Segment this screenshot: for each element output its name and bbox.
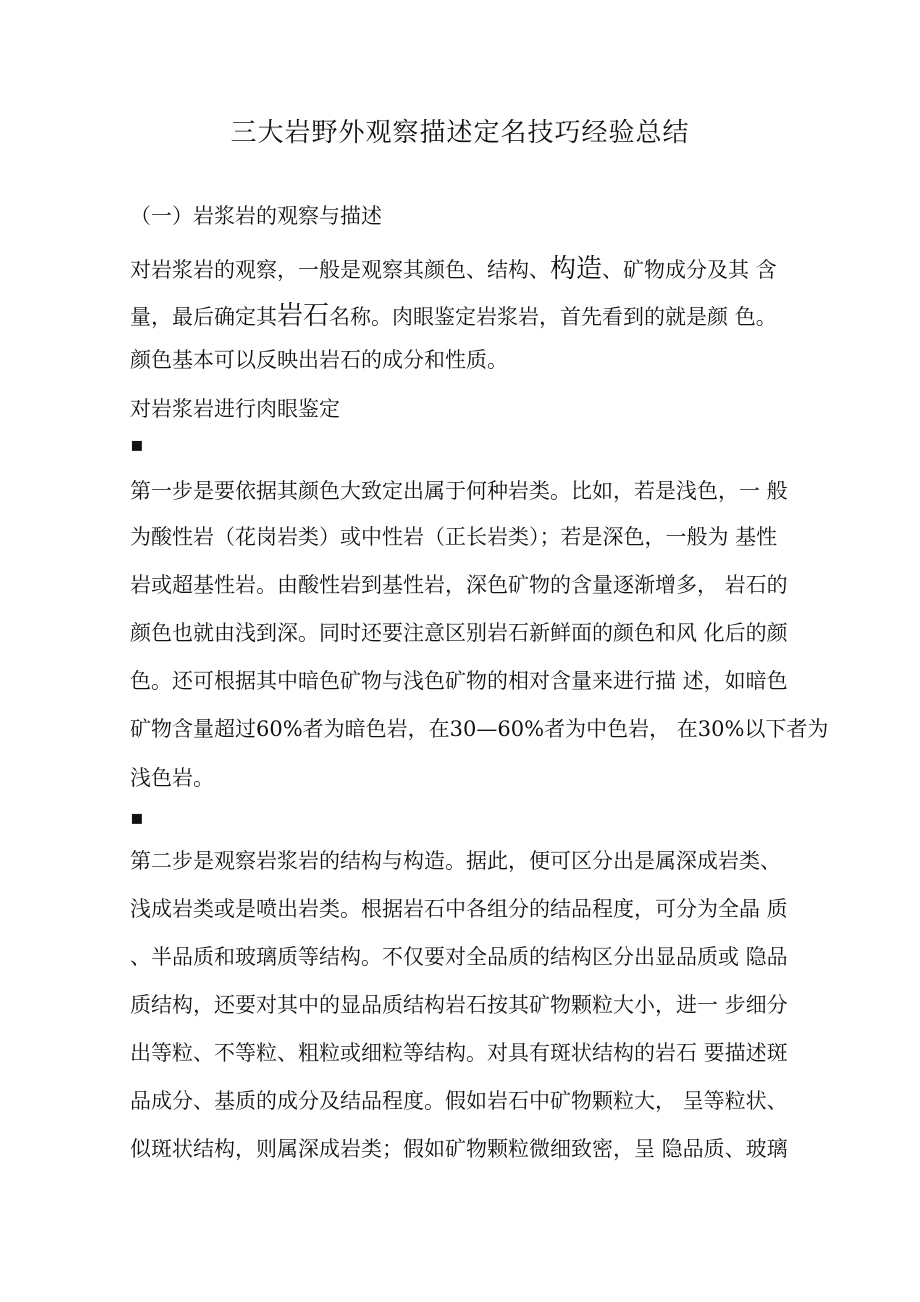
paragraph-line: 第一步是要依据其颜色大致定出属于何种岩类。比如，若是浅色，一 般 (130, 479, 788, 503)
paragraph-line (130, 344, 508, 374)
paragraph-line: 色。还可根据其中暗色矿物与浅色矿物的相对含量来进行描 述，如暗色 (130, 669, 788, 693)
paragraph-line: 为酸性岩（花岗岩类）或中性岩（正长岩类）；若是深色，一般为 基性 (130, 525, 778, 549)
paragraph-line: 、半品质和玻璃质等结构。不仅要对全品质的结构区分出显品质或 隐品 (130, 945, 788, 969)
subheading: 对岩浆岩进行肉眼鉴定 (130, 397, 340, 421)
text-run: 对岩浆岩的观察，一般是观察其颜色、结构、 (130, 258, 550, 282)
section-heading: （一）岩浆岩的观察与描述 (130, 204, 382, 228)
bullet-marker: ▪ (130, 432, 144, 456)
paragraph-line (130, 295, 777, 332)
paragraph-line: 矿物含量超过60%者为暗色岩，在30—60%者为中色岩， 在30%以下者为 (130, 717, 829, 741)
paragraph-line (130, 248, 777, 285)
paragraph-line: 浅成岩类或是喷出岩类。根据岩石中各组分的结品程度，可分为全晶 质 (130, 897, 788, 921)
text-run: 颜色基本可以反映出岩石的成分和性质。 (130, 348, 508, 372)
text-run: 、矿物成分及其 含 (602, 258, 777, 282)
text-run: 名称。肉眼鉴定岩浆岩，首先看到的就是颜 色。 (329, 305, 777, 329)
paragraph-line: 岩或超基性岩。由酸性岩到基性岩，深色矿物的含量逐渐增多， 岩石的 (130, 573, 788, 597)
paragraph-line: 品成分、基质的成分及结品程度。假如岩石中矿物颗粒大， 呈等粒状、 (130, 1089, 788, 1113)
text-run: 量，最后确定其 (130, 305, 277, 329)
paragraph-line: 浅色岩。 (130, 766, 214, 790)
paragraph-line: 第二步是观察岩浆岩的结构与构造。据此，便可区分出是属深成岩类、 (130, 849, 781, 873)
document-title: 三大岩野外观察描述定名技巧经验总结 (230, 118, 690, 148)
bullet-marker: ▪ (130, 805, 144, 829)
paragraph-line: 颜色也就由浅到深。同时还要注意区别岩石新鲜面的颜色和风 化后的颜 (130, 621, 788, 645)
text-run-large: 岩石 (277, 301, 330, 331)
paragraph-line: 出等粒、不等粒、粗粒或细粒等结构。对具有斑状结构的岩石 要描述斑 (130, 1041, 788, 1065)
paragraph-line: 似斑状结构，则属深成岩类；假如矿物颗粒微细致密，呈 隐品质、玻璃 (130, 1137, 788, 1161)
text-run-large: 构造 (550, 254, 603, 284)
paragraph-line: 质结构，还要对其中的显品质结构岩石按其矿物颗粒大小，进一 步细分 (130, 993, 788, 1017)
